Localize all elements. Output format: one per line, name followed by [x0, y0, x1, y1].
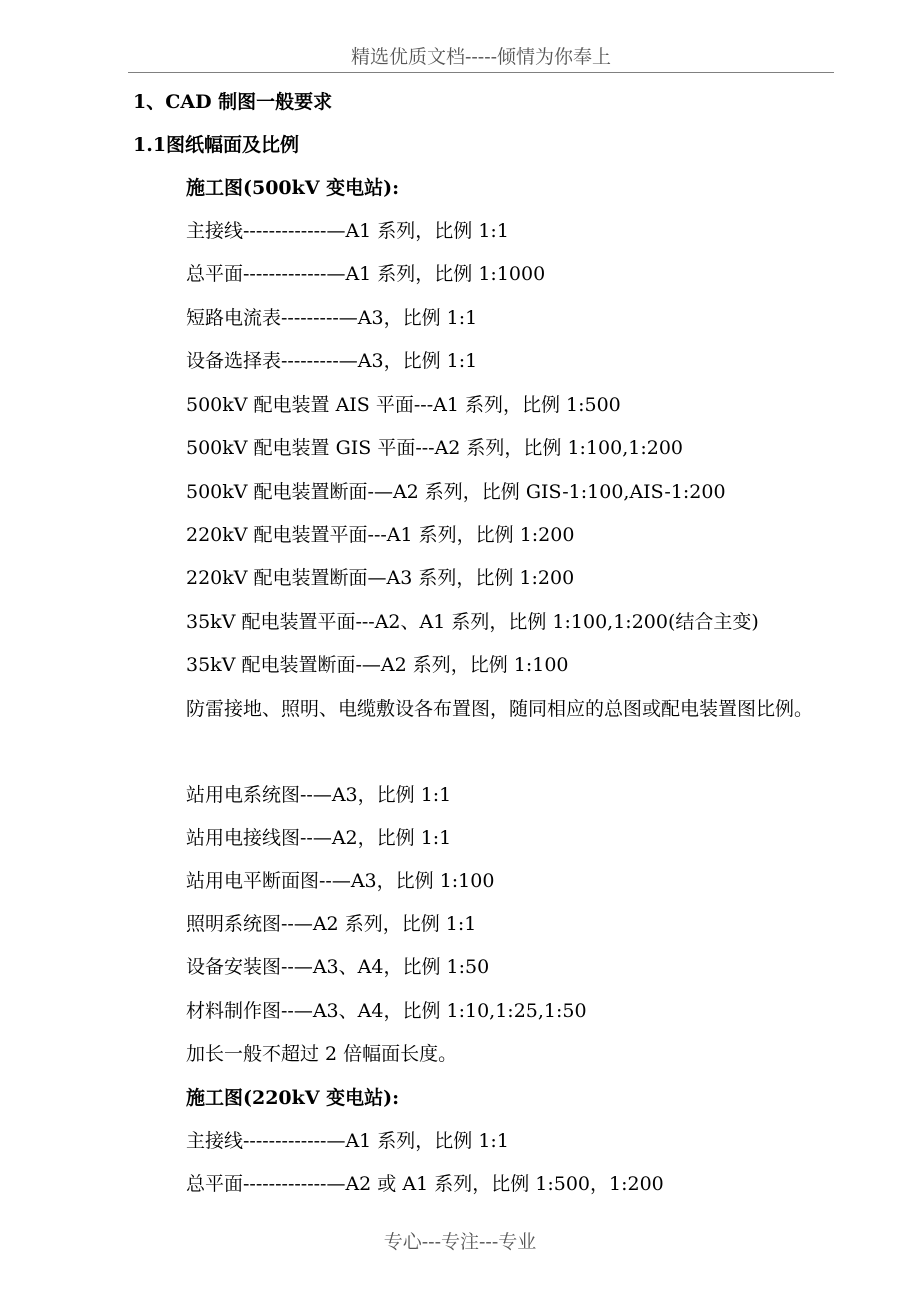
list-item: 照明系统图--—A2 系列，比例 1:1 — [186, 913, 477, 935]
list-item: 500kV 配电装置 AIS 平面---A1 系列，比例 1:500 — [186, 394, 621, 416]
group-220kv-title: 施工图(220kV 变电站): — [186, 1087, 400, 1109]
list-item: 总平面-------------—A1 系列，比例 1:1000 — [186, 263, 546, 285]
section-1-title: 1、CAD 制图一般要求 — [133, 91, 333, 113]
list-item: 35kV 配电装置断面-—A2 系列，比例 1:100 — [186, 654, 569, 676]
list-item: 材料制作图--—A3、A4，比例 1:10,1:25,1:50 — [186, 1000, 587, 1022]
list-item: 500kV 配电装置 GIS 平面---A2 系列，比例 1:100,1:200 — [186, 437, 684, 459]
list-item: 主接线-------------—A1 系列，比例 1:1 — [186, 1130, 509, 1152]
paragraph-grounding: 防雷接地、照明、电缆敷设各布置图，随同相应的总图或配电装置图比例。 — [186, 698, 814, 720]
list-item: 500kV 配电装置断面-—A2 系列，比例 GIS-1:100,AIS-1:200 — [186, 481, 726, 503]
list-item: 220kV 配电装置断面—A3 系列，比例 1:200 — [186, 567, 575, 589]
list-item: 35kV 配电装置平面---A2、A1 系列，比例 1:100,1:200(结合主变) — [186, 611, 759, 633]
list-item: 220kV 配电装置平面---A1 系列，比例 1:200 — [186, 524, 575, 546]
list-item: 站用电接线图--—A2，比例 1:1 — [186, 827, 452, 849]
list-item: 设备安装图--—A3、A4，比例 1:50 — [186, 956, 490, 978]
page-header: 精选优质文档-----倾情为你奉上 — [128, 42, 834, 73]
list-item: 短路电流表---------—A3，比例 1:1 — [186, 307, 478, 329]
section-1-1-title: 1.1图纸幅面及比例 — [133, 134, 300, 156]
page-footer: 专心---专注---专业 — [383, 1231, 537, 1253]
list-item: 站用电系统图--—A3，比例 1:1 — [186, 784, 452, 806]
list-item: 站用电平断面图--—A3，比例 1:100 — [186, 870, 495, 892]
list-item: 总平面-------------—A2 或 A1 系列，比例 1:500，1:200 — [186, 1173, 664, 1195]
list-item: 设备选择表---------—A3，比例 1:1 — [186, 350, 478, 372]
list-item: 加长一般不超过 2 倍幅面长度。 — [186, 1043, 458, 1065]
list-item: 主接线-------------—A1 系列，比例 1:1 — [186, 220, 509, 242]
group-500kv-title: 施工图(500kV 变电站): — [186, 177, 400, 199]
